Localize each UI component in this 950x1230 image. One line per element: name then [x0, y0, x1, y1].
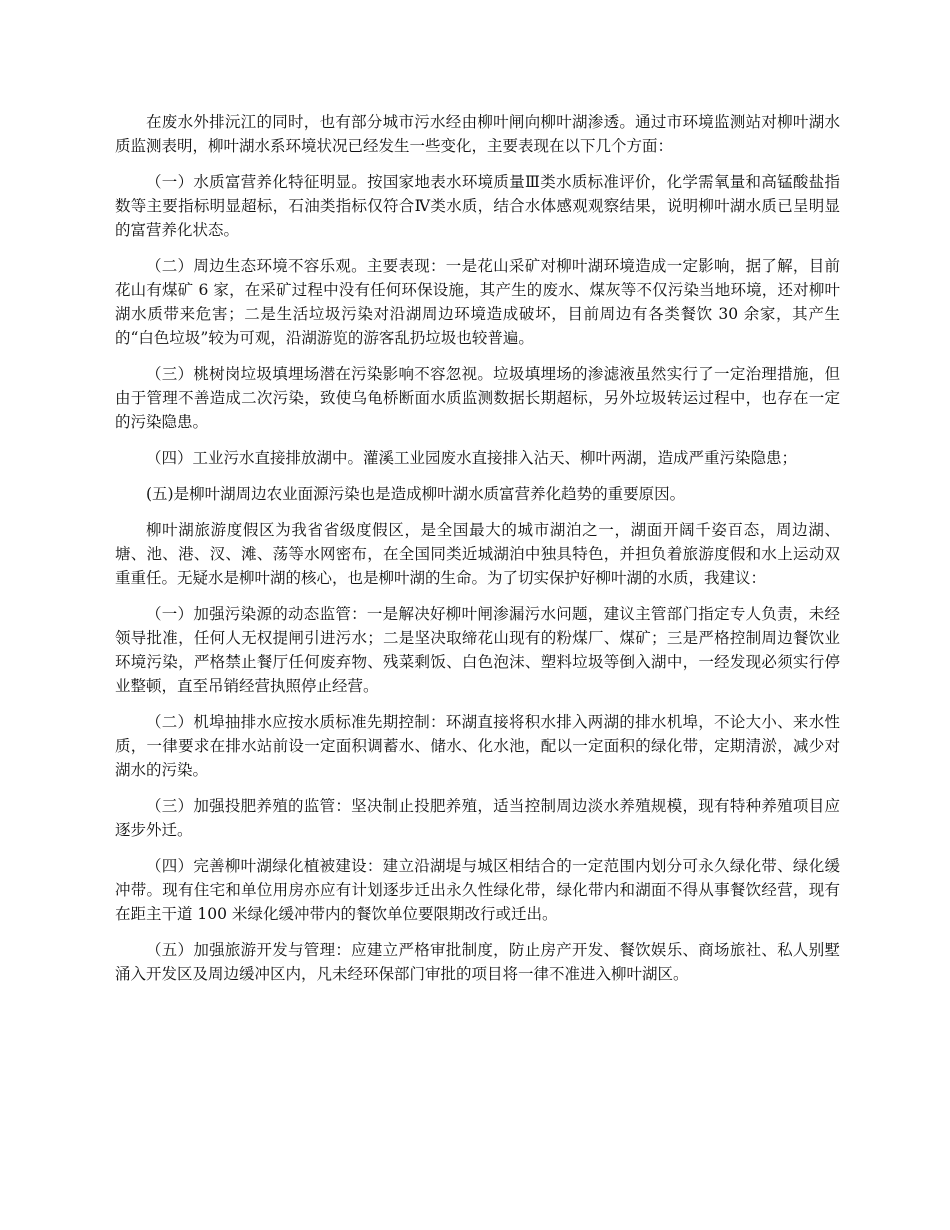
paragraph-ecology: （二）周边生态环境不容乐观。主要表现：一是花山采矿对柳叶湖环境造成一定影响，据了解，目前花山有煤矿 6 家，在采矿过程中没有任何环保设施，其产生的废水、煤灰等不仅污染当地环境，还对柳叶湖水质带来危害；二是生活垃圾污染对沿湖周边环境造成破坏，目前周边有各类餐饮 30 余家，其产生的“白色垃圾”较为可观，沿湖游览的游客乱扔垃圾也较普遍。 [115, 257, 840, 347]
paragraph-suggestion-2: （二）机埠抽排水应按水质标准先期控制：环湖直接将积水排入两湖的排水机埠，不论大小、来水性质，一律要求在排水站前设一定面积调蓄水、储水、化水池，配以一定面积的绿化带，定期清淤，减少对湖水的污染。 [115, 713, 840, 779]
paragraph-resort: 柳叶湖旅游度假区为我省省级度假区，是全国最大的城市湖泊之一，湖面开阔千姿百态，周边湖、塘、池、港、汊、滩、荡等水网密布，在全国同类近城湖泊中独具特色，并担负着旅游度假和水上运动双重重任。无疑水是柳叶湖的核心，也是柳叶湖的生命。为了切实保护好柳叶湖的水质，我建议： [115, 521, 840, 587]
paragraph-suggestion-5: （五）加强旅游开发与管理：应建立严格审批制度，防止房产开发、餐饮娱乐、商场旅社、私人别墅涌入开发区及周边缓冲区内，凡未经环保部门审批的项目将一律不准进入柳叶湖区。 [115, 941, 840, 983]
paragraph-suggestion-1: （一）加强污染源的动态监管：一是解决好柳叶闸渗漏污水问题，建议主管部门指定专人负责，未经领导批准，任何人无权提闸引进污水；二是坚决取缔花山现有的粉煤厂、煤矿；三是严格控制周边餐饮业环境污染，严格禁止餐厅任何废弃物、残菜剩饭、白色泡沫、塑料垃圾等倒入湖中，一经发现必须实行停业整顿，直至吊销经营执照停止经营。 [115, 605, 840, 695]
paragraph-intro: 在废水外排沅江的同时，也有部分城市污水经由柳叶闸向柳叶湖渗透。通过市环境监测站对柳叶湖水质监测表明，柳叶湖水系环境状况已经发生一些变化，主要表现在以下几个方面： [115, 113, 840, 155]
paragraph-industrial: （四）工业污水直接排放湖中。灌溪工业园废水直接排入沾天、柳叶两湖，造成严重污染隐患； [146, 449, 798, 467]
paragraph-suggestion-3: （三）加强投肥养殖的监管：坚决制止投肥养殖，适当控制周边淡水养殖规模，现有特种养殖项目应逐步外迁。 [115, 797, 840, 839]
paragraph-agriculture: (五)是柳叶湖周边农业面源污染也是造成柳叶湖水质富营养化趋势的重要原因。 [146, 485, 686, 503]
paragraph-landfill: （三）桃树岗垃圾填埋场潜在污染影响不容忽视。垃圾填埋场的渗滤液虽然实行了一定治理措施，但由于管理不善造成二次污染，致使乌龟桥断面水质监测数据长期超标，另外垃圾转运过程中，也存在一定的污染隐患。 [115, 365, 840, 431]
document-body [115, 110, 840, 998]
paragraph-water-quality: （一）水质富营养化特征明显。按国家地表水环境质量Ⅲ类水质标准评价，化学需氧量和高锰酸盐指数等主要指标明显超标，石油类指标仅符合Ⅳ类水质，结合水体感观观察结果，说明柳叶湖水质已呈明显的富营养化状态。 [115, 173, 840, 239]
paragraph-suggestion-4: （四）完善柳叶湖绿化植被建设：建立沿湖堤与城区相结合的一定范围内划分可永久绿化带、绿化缓冲带。现有住宅和单位用房亦应有计划逐步迁出永久性绿化带，绿化带内和湖面不得从事餐饮经营，现有在距主干道 100 米绿化缓冲带内的餐饮单位要限期改行或迁出。 [115, 857, 840, 923]
